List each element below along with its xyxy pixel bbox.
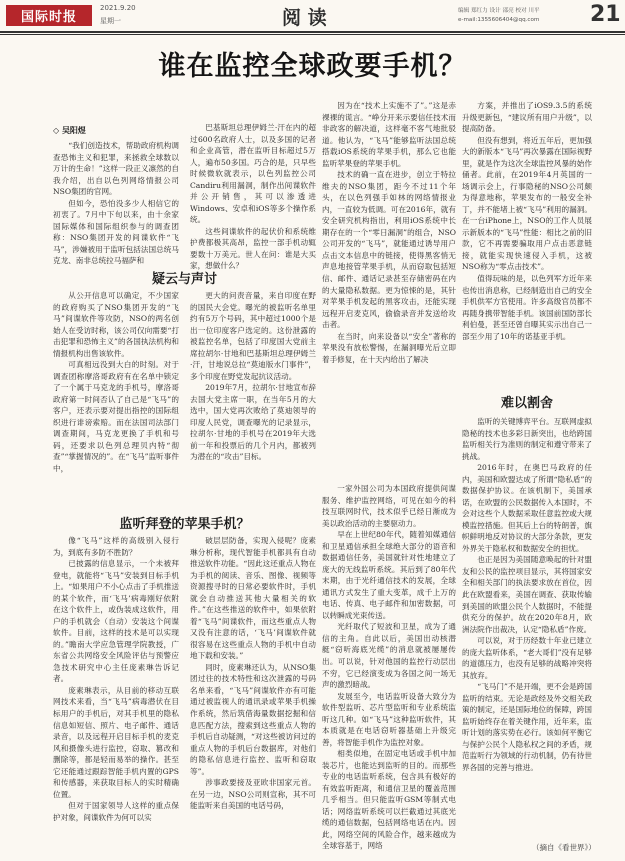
- paragraph: 发展至今，电话监听设备大致分为软件型监听、芯片型监听和专业系统监听这几种。如“飞马”这种监听软件，其本质就是在电话窃听器基础上升级完善，将智能手机作为监控对象。: [322, 691, 456, 747]
- paragraph: 值得玩味的是，以色列军方近年来也传出消息称，已经制造出自己的安全手机供军方官使用。许多高级官员都不再随身携带智能手机。该国前国防部长利伯曼，甚至还曾自曝其实示出自己一部至少用了10年的诺基亚手机。: [462, 273, 592, 341]
- newspaper-logo: 国际时报: [6, 5, 92, 26]
- article-column-4: [462, 100, 592, 392]
- paragraph: 在当时，向来设备以“安全”著称的苹果没有放松警惕，在漏洞曝光后立即着手修复，在十天内给出了解决: [322, 331, 456, 364]
- paragraph: 这些间谍软件的起伏价和系统维护费都极其高昂，监控一部手机动辄要数十万美元。世人在问：谁是大买家，想做什么？: [190, 226, 316, 271]
- paragraph: 但对于国家领导人这样的重点保护对象，间谍软件为何可以实: [53, 801, 179, 822]
- subheading-biden-phone: 监听拜登的苹果手机？: [119, 517, 250, 532]
- issue-date: 2021.9.20: [100, 4, 136, 12]
- paragraph: 破层层防备，实现入侵呢？庞素琳分析称，现代智能手机都具有自动推送软件功能。“因此这还重点人物在为手机的阅读、音乐、图像、视频等资源搜寻时的日常必要软件时，手机就会自动推送其他大量相关的软件。”在这些推送的软件中，如果依附着“飞马”间谍软件，而这些重点人物又没有注意的话，‘飞马’间谍软件就很容易在这些重点人物的手机中自动地下载和安装。”: [190, 536, 316, 661]
- paragraph: 但如今，恐怕没多少人相信它的初衷了。7月中下旬以来，由十余家国际媒体和国际组织参与的调查团称：NSO集团开发的间谍软件“飞马”，涉嫌被用于监听包括法国总统马克龙、南非总统拉马福萨和: [53, 198, 179, 266]
- article-source: （摘自《看世界》）: [532, 843, 596, 852]
- paragraph: 一家外国公司为本国政府提供间谍服务、维护监控网络，可见在如今的科技互联网时代，技术似乎已经日渐成为美以政治活动的主要驱动力。: [322, 484, 456, 528]
- paragraph: 已披露的信息显示，一个未被拜登电，就能将“飞马”安装到目标手机上。“如果用户不小心点击了手机推送的某个软件，而‘飞马’病毒刚好依附在这个软件上，或伪装成这软件，用户的手机就会（自动）安装这个间谍软件。目前，这样的技术是可以实现的。”瞻南大学应急管理学院教授，广东省公共网络安全风险评估与预警应急技术研究中心主任庞素琳告诉记者。: [53, 559, 179, 684]
- article-author: ◇ 吴阳煜: [53, 126, 86, 135]
- article-column-2c: [190, 535, 316, 835]
- article-column-3: [322, 100, 456, 472]
- paragraph: “飞马门”不是开端，更不会是跨国监听的结束。无论是政经及外交相关政策的制定，还是国际地位的保障，跨国监听始终存在着关键作用，近年来，监听计划的落实势在必行。该如何平衡它与保护公民个人隐私权之间的矛盾，规范监听行为领域的行动机制，仍有待世界各国的完善与推进。: [462, 682, 592, 772]
- paragraph: 相类似地，在固定电话或手机中加装芯片，也能达到监听的目的。而那些专业的电话监听系统，包含具有极好的有效监听距离，和通信卫星的覆盖范围几乎相当。但只能监听GSM等制式电话；网络监听系统可以拦截通过其底光缆的通信数据，包括网络电话在内。因此，网络空间的风险合作，越来越成为全球容基于，网络: [322, 749, 456, 851]
- paragraph: 技术的确一直在进步，创立于特拉维夫的NSO集团，距今不过11个年头，在以色列强手如林的网络情报业内，一直较为低调。可在2016年，就有安全研究机构指出，利用iOS系统中长期存在的一个“零日漏洞”的组合，NSO公司开发的“飞马”，就能通过诱导用户点击文本信息中的链接，使得黑客悄无声息地接管苹果手机，从而窃取包括短信、邮件、通话记录甚至存储密码在内的大量隐私数据。更为惊悚的是，其针对苹果手机发起的黑客攻击，还能实现远程开启麦克风，偷偷录音并发送给攻击者。: [322, 170, 456, 330]
- article-column-4b: [462, 416, 592, 834]
- subheading-hard-to-let-go: 难以割舍: [500, 396, 553, 411]
- article-column-1c: [53, 535, 179, 835]
- paragraph: 从公开信息可以确定，不少国家的政府购买了NSO集团开发的“飞马”间谍软件等攻防，NSO的两名创始人在受访时称，该公司仅向需要“打击犯罪和恐怖主义”的各国执法机构和情报机构出售该软件。: [53, 291, 179, 358]
- masthead-divider: [0, 31, 625, 33]
- article-column-3b: [322, 483, 456, 851]
- article-column-1b: [53, 290, 179, 498]
- editor-credits: 编辑 郑红力 设计 邵亮 校对 川平: [458, 8, 540, 14]
- paragraph: 更大的问责音量，来自印度在野的国民大会党。曝光的被监听名单里约有5万个号码，其中超过1000个是出一位印度客户选定的。这份泄露的被监控名单，包括了印度国大党前主席拉胡尔·甘地和巴基斯坦总理伊姆兰·汗，甘地说总拉“莫迪版水门事件”，多个印度在野党发起抗议活动。: [190, 291, 316, 381]
- paragraph: 巴基斯坦总理伊姆兰·汗在内的超过600名政府人士，以及多国的记者和企业高管，潜在监听目标超过5万人，遍布50多国。巧合的是，只早些时候微软就表示，以色列监控公司Candiru利用漏洞，制作出间谍软件并公开销售，其可以渗透进Windows、安卓和iOS等多个操作系统。: [190, 123, 316, 225]
- paragraph: 因为在“技术上实施不了”。”这是赤裸裸的谎言。“峥分开来示要信任技术而非政客的解决道，这样毫不客气地批驳道。他认为，“飞马”能够监听法国总统搭载iOS系统的苹果手机，那么它也能监听苹果登的苹果手机。: [322, 101, 456, 168]
- paragraph: “我们创造技术，帮助政府机构调查恐怖主义和犯罪，来拯救全球数以万计的生命！”这样一段正义凛然的自我介绍，出自以色列网络情报公司NSO集团的官网。: [53, 141, 179, 197]
- paragraph: 但没有想到，将近五年后，更加强大的新版本“飞马”再次暴露在国际视野里，就是作为这次全球监控风暴的始作俑者。此前，在2019年4月英国的一场调示会上，行事隐秘的NSO公司颇为得意地称，苹果发布的一般安全补丁，并不能堵上被“飞马”利用的漏洞。在一台iPhone上，NSO的工作人员展示新版本的“飞马”性能：相比之前的旧款，它不再需要骗取用户点击恶意链接，就能实现快速侵入手机，这被NSO称为“零点击技术”。: [462, 135, 592, 272]
- paragraph: 可以说，对于历经数十年业已建立的庞大监听体系，“老大哥们”没有足够的道德压力，也没有足够的战略冲突将其放弃。: [462, 636, 592, 680]
- issue-weekday: 星期一: [100, 17, 121, 25]
- paragraph: 监听的关键博弈平台。互联网虚拟隐秘的技术也多彩日新突出，也给跨国监听相关行为准则的制定和遵守带来了挑战。: [462, 417, 592, 461]
- paragraph: 同时，庞素琳还认为，从NSO集团过往的技术特性和这次泄露的号码名单来看，“飞马”间谍软件亦有可能通过被监视人的通讯录或苹果手机操作系统，然后筑借海量数据挖掘和信息匹配方法，搜索到这些重点人物的手机后自动疑测，“对这些被访问过的重点人物的手机后台数据库，对他们的隐私信息进行监控、监听和窃取等”。: [190, 662, 316, 776]
- paragraph: 也正是因为美国随意唤起的针对盟友和公民的监控项目显示，其将国家安全和相关部门的执法要求放在首位，因此在欧盟看来，美国在调查、获取传输到美国的欧盟公民个人数据时，不能提供充分的保护。故在2020年8月，欧洲法院作出裁决，认定“隐私盾”作废。: [462, 555, 592, 634]
- editor-email: e-mail:1355606404@qq.com: [458, 17, 540, 23]
- paragraph: 早在上世纪80年代，随着知媒通信和卫星通信承担全球绝大部分的语音和数据通信任务，美国就针对性地建立了庞大的无线监听系统。其后到了80年代末期，由于光纤通信技术的发展，全球通讯方式发生了重大变革，成千上万的电话、传真、电子邮件和加密数据，可以转瞬成光束传送。: [322, 530, 456, 620]
- subheading-suspicion: 疑云与声讨: [151, 272, 217, 287]
- page-number: 21: [590, 2, 621, 27]
- paragraph: 像“飞马”这样的高级别入侵行为，到底有多防不胜防？: [53, 536, 179, 557]
- paragraph: 可真相远没到大白的时刻。对于调查团称摩洛哥政府有在名单中锁定了一个属于马克龙的手机号，摩洛哥政府第一时间否认了自己是“飞马”的客户，还表示要对提出指控的国际组织进行诽谤索赔。而在法国司法部门调查期间，马克龙更换了手机和号码，还要求以色列总理贝内特“彻查”“掌握情况的”。在“飞马”监听事件中，: [53, 360, 179, 473]
- paragraph: 2019年7月，拉胡尔·甘地宣布辞去国大党主席一职，在当年5月的大选中，国大党再次败给了莫迪领导的印度人民党，调查曝光的记录显示，拉胡尔·甘地的手机号在2019年大选前一年和投票后的几个月内，都被列为潜在的“攻击”目标。: [190, 383, 316, 462]
- article-headline: 谁在监控全球政要手机？: [158, 51, 467, 82]
- article-column-2b: [190, 290, 316, 498]
- paragraph: 庞素琳表示，从目前的移动互联网技术来看，当“飞马”病毒潜伏在目标用户的手机后，对其手机里的隐私信息如短信、照片、电子邮件、通话录音，以及远程开启目标手机的麦克风和摄像头进行监控，窃取、篡改和删除等，都是轻而易举的操作。甚至它还能通过跟踪智能手机内置的GPS和传感器，来获取目标人的实时精确位置。: [53, 685, 179, 799]
- paragraph: 2016年时，在奥巴马政府的任内，美国和欧盟达成了所谓“隐私盾”的数据保护协议。在该机制下，美国承诺，在欧盟的公民数据传入本国时，不会对这些个人数据采取任意监控或大规模监控措施。但其后上台的特朗普，旗帜鲜明地反对协议的大部分条款，更发外界关于隐私权和数据安全的担忧。: [462, 463, 592, 553]
- masthead-divider-thin: [0, 34, 625, 35]
- paragraph: 涉事政要接及亚欧非国家元首。在另一边，NSO公司则宣称，其不可能监听来自美国的电话号码，: [190, 778, 316, 811]
- paragraph: 光纤取代了短波和卫星，成为了通信的主角。自此以后，美国出动核潜艇“窃听海底光缆”的消息就被屡屡传出。可以说，针对他国的监控行动层出不穷，它已经演变成为各国之间一场无声的激烈暗战。: [322, 622, 456, 690]
- paragraph: 方案，并推出了iOS9.3.5的系统升级更新包，“建议所有用户升级”，以提高防备。: [462, 101, 592, 134]
- section-title: 阅 读: [282, 7, 327, 29]
